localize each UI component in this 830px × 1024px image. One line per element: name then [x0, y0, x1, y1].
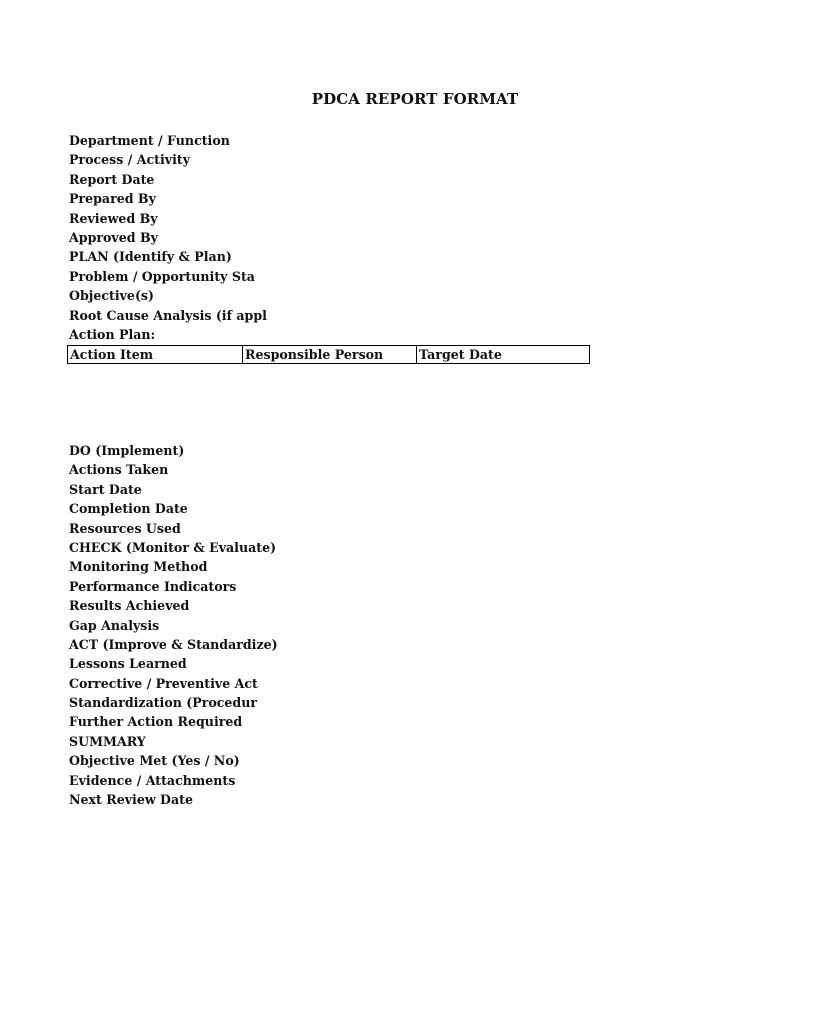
field-label-performance-indicators: Performance Indicators	[69, 578, 237, 594]
page-title: PDCA REPORT FORMAT	[311, 90, 519, 108]
field-label-results-achieved: Results Achieved	[69, 598, 190, 614]
field-label-report-date: Report Date	[69, 171, 155, 187]
field-label-evidence: Evidence / Attachments	[69, 772, 236, 788]
field-label-standardization: Standardization (Procedur	[69, 695, 258, 711]
section-heading-plan: PLAN (Identify & Plan)	[69, 249, 232, 265]
field-label-prepared-by: Prepared By	[69, 191, 156, 207]
field-label-process: Process / Activity	[69, 152, 191, 168]
field-label-reviewed-by: Reviewed By	[69, 210, 158, 226]
field-label-gap-analysis: Gap Analysis	[69, 617, 160, 633]
section-heading-do: DO (Implement)	[69, 443, 185, 458]
field-label-problem-statement: Problem / Opportunity Sta	[69, 268, 255, 284]
field-label-objectives: Objective(s)	[69, 288, 154, 304]
field-label-further-action: Further Action Required	[69, 714, 243, 730]
field-label-monitoring-method: Monitoring Method	[69, 559, 208, 575]
field-label-lessons-learned: Lessons Learned	[69, 656, 187, 672]
field-label-corrective-action: Corrective / Preventive Act	[69, 675, 258, 691]
plan-field-list	[69, 131, 267, 344]
field-label-completion-date: Completion Date	[69, 501, 188, 517]
field-label-action-plan: Action Plan:	[69, 326, 156, 342]
field-label-root-cause: Root Cause Analysis (if appl	[69, 307, 267, 323]
section-heading-act: ACT (Improve & Standardize)	[69, 636, 278, 652]
do-check-act-field-list	[69, 441, 278, 809]
field-label-next-review-date: Next Review Date	[69, 792, 193, 808]
table-header-target-date: Target Date	[416, 346, 589, 363]
field-label-objective-met: Objective Met (Yes / No)	[69, 753, 240, 769]
field-label-approved-by: Approved By	[69, 229, 158, 245]
field-label-resources-used: Resources Used	[69, 520, 181, 536]
field-label-department: Department / Function	[69, 133, 230, 148]
field-label-actions-taken: Actions Taken	[69, 462, 169, 478]
action-plan-table	[67, 345, 590, 364]
table-header-responsible-person: Responsible Person	[242, 346, 416, 363]
section-heading-check: CHECK (Monitor & Evaluate)	[69, 539, 277, 555]
section-heading-summary: SUMMARY	[69, 733, 146, 749]
field-label-start-date: Start Date	[69, 481, 142, 497]
table-header-action-item: Action Item	[70, 347, 154, 362]
